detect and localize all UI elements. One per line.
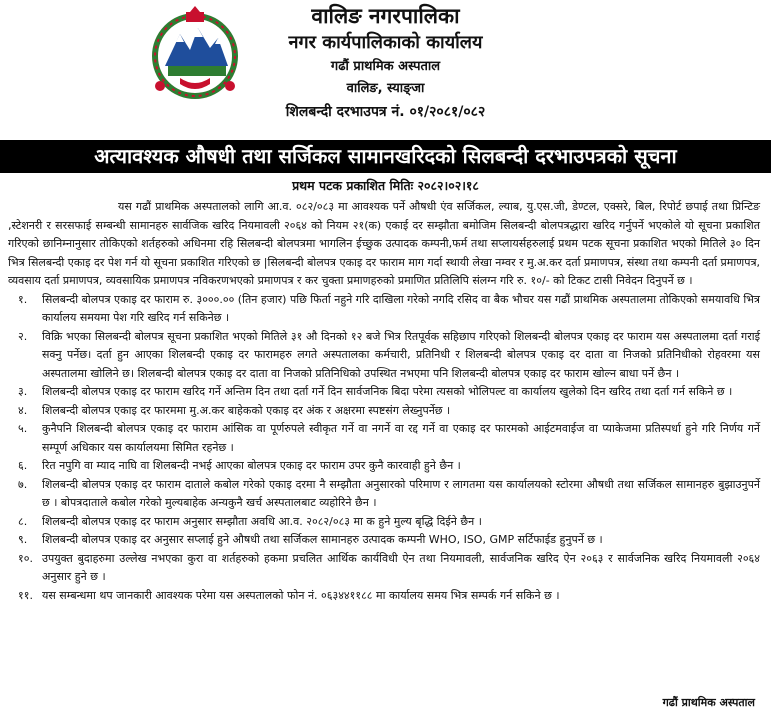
condition-item — [8, 402, 760, 421]
condition-item — [8, 291, 760, 328]
condition-item — [8, 531, 760, 550]
notice-title-banner: अत्यावश्यक औषधी तथा सर्जिकल सामानखरिदको सिलबन्दी दरभाउपत्रको सूचना — [0, 140, 771, 173]
item-number: २. — [18, 329, 28, 343]
condition-item — [8, 457, 760, 476]
item-text: उपयुक्त बुदाहरुमा उल्लेख नभएका कुरा वा शर्तहरुको हकमा प्रचलित आर्थिक कार्यविधी ऐन तथा नियमावली, सार्वजनिक खरिद ऐन २०६३ र सार्वजनिक खरिद नियमावली २०६४ अनुसार हुने छ । — [42, 551, 760, 583]
condition-item — [8, 420, 760, 457]
item-number: ८. — [18, 514, 28, 528]
item-text: सिलबन्दी बोलपत्र एकाइ दर फाराम रु. ३०००.०० (तिन हजार) पछि फिर्ता नहुने गरि दाखिला गरेको नगदि रसिद वा बैक भौचर यस गढौं प्राथमिक अस्पतालमा तोकिएको समयावधि भित्र कार्यालय समयमा पेश गरि खरिद गर्न सकिनेछ । — [42, 292, 760, 324]
item-number: ७. — [18, 477, 28, 491]
first-published-date: प्रथम पटक प्रकाशित मितिः २०८२।०२।१८ — [292, 178, 479, 193]
letterhead — [0, 0, 771, 140]
tender-number: शिलबन्दी दरभाउपत्र नं. ०१/२०८१/०८२ — [285, 104, 486, 120]
office-name: नगर कार्यपालिकाको कार्यालय — [288, 32, 483, 53]
item-text: शिलबन्दी बोलपत्र एकाइ दर फाराम अनुसार सम्झौता अवधि आ.व. २०८२/०८३ मा क हुने मुल्य बृद्धि दिईने छैन । — [42, 514, 482, 528]
item-number: ४. — [18, 403, 28, 417]
item-number: ३. — [18, 385, 28, 398]
item-text: शिलबन्दी बोलपत्र एकाइ दर फारममा मु.अ.कर बाहेकको एकाइ दर अंक र अक्षरमा स्पष्टसंग लेख्नुपर्नेछ । — [42, 403, 451, 417]
conditions-list — [8, 291, 760, 606]
notice-body — [8, 198, 760, 605]
municipality-name: वालिङ नगरपालिका — [311, 4, 460, 28]
hospital-location: वालिङ, स्याङ्जा — [346, 81, 425, 96]
hospital-name: गढौं प्राथमिक अस्पताल — [330, 59, 441, 74]
item-text: विक्रि भएका सिलबन्दी बोलपत्र सूचना प्रकाशित भएको मितिले ३१ औ दिनको १२ बजे भित्र रितपूर्वक सहिछाप गरिएको शिलबन्दी बोलपत्र एकाइ दर फाराम यस अस्पतालमा दर्ता गराई सक्नु पर्नेछ। दर्ता हुन आएका शिलबन्दी एकाइ दर फारामहरु लगते अस्पतालका कर्मचारी, प्रतिनिधी र शिलबन्दी बोलपत्र एकाइ दर दाता वा निजको प्रतिनिधीको रोहवरमा यस अस्पतालमा खोलिने छ। शिलबन्दी बोलपत्र एकाइ दर दाता वा निजको प्रतिनिधिको उपस्थित नभएमा पनि शिलबन्दी बोलपत्र एकाइ दर फाराम खोल्न बाधा पर्ने छैन । — [42, 329, 760, 380]
intro-paragraph: यस गढौं प्राथमिक अस्पतालको लागि आ.व. ०८२/०८३ मा आवश्यक पर्ने औषधी एंव सर्जिकल, ल्याब, यु.एस.जी, डेण्टल, एक्सरे, बिल, रिपोर्ट छपाई तथा प्रिन्टिङ ,स्टेशनरी र सरसफाई सम्बन्धी सामानहरु सार्वजिक खरिद नियमावली २०६४ को नियम २१(क) एकाई दर सम्झौता बमोजिम सिलबन्दी बोलपत्रद्धारा खरिद गर्नुपर्ने भएकोले यो सूचना प्रकाशित गरिएको छानिम्नानुसार तोकिएको शर्तहरुको अधिनमा रहि सिलबन्दी बोलपत्रमा भागलिन ईच्छुक उत्पादक कम्पनी,फर्म तथा सप्लायर्सहरुलाई प्रथम पटक सूचना प्रकाशित भएको मितिले ३० दिन भित्र सिलबन्दी एकाइ दर पेश गर्न यो सूचना प्रकाशित गरिएको छ |सिलबन्दी बोलपत्र एकाइ दर फाराम माग गर्दा स्थायी लेखा नम्वर र मु.अ.कर दर्ता प्रमाणपत्र, संस्था तथा कम्पनी दर्ता प्रमाणपत्र, व्यवसाय दर्ता प्रमाणपत्र, व्यवसायिक प्रमाणपत्र नविकरणभएको प्रमाणपत्र र कर चुक्ता प्रमाणहरुको प्रमाणित प्रतिलिपि संलग्न गरि रु. १०/- को टिकट टासी निवेदन दिनुपर्ने छ । — [8, 200, 761, 287]
condition-item — [8, 328, 760, 384]
item-number: ६. — [18, 459, 28, 472]
item-text: कुनैपनि शिलबन्दी बोलपत्र एकाइ दर फाराम आंसिक वा पूर्णरुपले स्वीकृत गर्ने वा नगर्ने वा रद्द गर्ने वा एकाइ दर फारमको आईटमवाईज वा प्याकेजमा प्रतिस्पर्धा हुने गरि निर्णय गर्ने सम्पूर्ण अधिकार यस कार्यालयमा सिमित रहनेछ । — [42, 422, 760, 454]
item-number: ११. — [18, 588, 33, 602]
item-text: रित नपुगि वा म्याद नाघि वा शिलबन्दी नभई आएका बोलपत्र एकाइ दर फाराम उपर कुनै कारवाही हुने छैन । — [42, 459, 461, 472]
item-number: १. — [18, 292, 28, 306]
item-number: १०. — [18, 551, 33, 565]
condition-item — [8, 513, 760, 532]
condition-item — [8, 587, 760, 606]
signature-hospital: गढौं प्राथमिक अस्पताल — [662, 696, 755, 709]
item-number: ९. — [18, 533, 28, 546]
item-text: शिलबन्दी बोलपत्र एकाइ दर अनुसार सप्लाई हुने औषधी तथा सर्जिकल सामानहरु उत्पादक कम्पनी WHO, ISO, GMP सर्टिफाईड हुनुपर्ने छ । — [42, 533, 603, 546]
condition-item — [8, 383, 760, 402]
item-number: ५. — [18, 422, 28, 435]
item-text: शिलबन्दी बोलपत्र एकाइ दर फाराम खरिद गर्ने अन्तिम दिन तथा दर्ता गर्ने दिन सार्वजनिक बिदा परेमा त्यसको भोलिपल्ट वा कार्यालय खुलेको दिन खरिद तथा दर्ता गर्न सकिने छ । — [42, 385, 733, 398]
item-text: यस सम्बन्धमा थप जानकारी आवश्यक परेमा यस अस्पतालको फोन नं. ०६३४४११८८ मा कार्यालय समय भित्र सम्पर्क गर्न सकिने छ । — [42, 588, 560, 602]
item-text: शिलबन्दी बोलपत्र एकाइ दर फाराम दाताले कबोल गरेको एकाइ दरमा नै सम्झौता अनुसारको परिमाण र लागतमा यस कार्यालयको स्टोरमा औषधी तथा सर्जिकल सामानहरु बुझाउनुपर्ने छ । बोपत्रदाताले कबोल गरेको मुल्यबाहेक अन्यकुनै खर्च अस्पतालबाट व्यहोरिने छैन । — [42, 477, 760, 509]
condition-item — [8, 550, 760, 587]
condition-item — [8, 476, 760, 513]
